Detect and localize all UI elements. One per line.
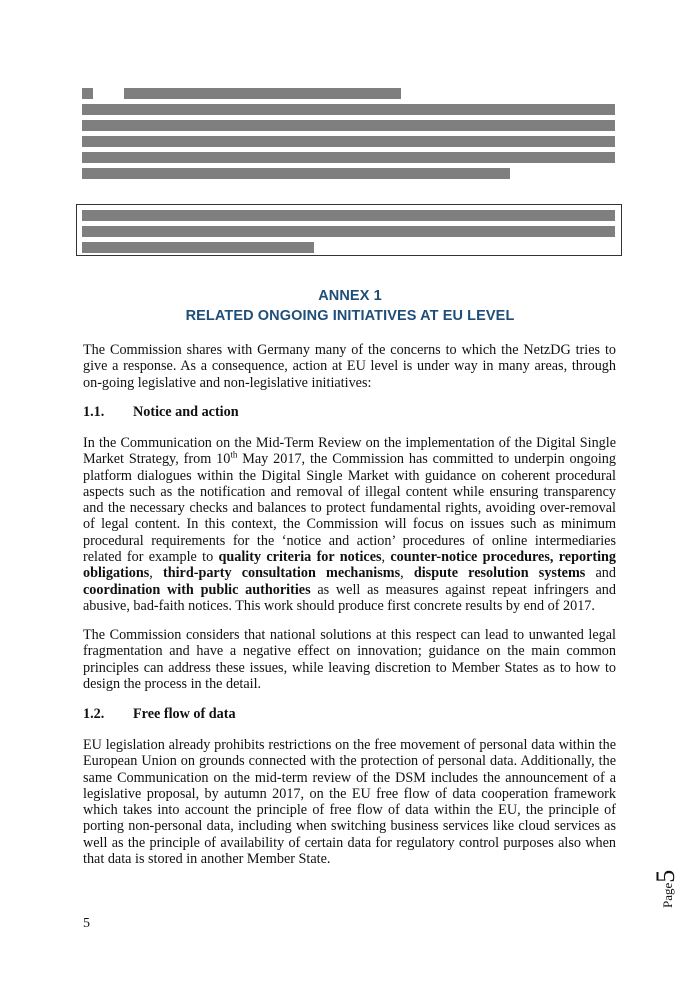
side-page-label [652, 858, 682, 908]
redaction-bar [82, 210, 615, 221]
redaction-bar [82, 242, 314, 253]
text-run: In the Communication on the Mid-Term Review on the implementation of the Digital Single Market Strategy, from 10 [83, 435, 616, 468]
annex-title: ANNEX 1 [318, 288, 382, 304]
superscript: th [230, 449, 238, 460]
page-number: 5 [83, 916, 90, 931]
bold-term: quality criteria for notices [218, 549, 382, 566]
text-run: , [400, 565, 414, 582]
redaction-bar [82, 136, 615, 147]
bold-term: third-party consultation mechanisms [162, 565, 401, 582]
text-run: , [381, 549, 391, 566]
bold-term: dispute resolution systems [413, 565, 586, 582]
redaction-bar [124, 88, 401, 99]
section-heading [83, 404, 239, 421]
text-run: as well as measures against repeat infringers and abusive, bad-faith notices. This work should produce first concrete results by end of 2017. [83, 581, 616, 614]
intro-paragraph: The Commission shares with Germany many of the concerns to which the NetzDG tries to give a response. As a consequence, action at EU level is under way in many areas, through on-going legislative and non-legislative initiatives: [83, 342, 616, 391]
section-number: 1.2. [83, 706, 105, 722]
redaction-bar [82, 104, 615, 115]
text-run: May 2017, the Commission has committed to underpin ongoing platform dialogues within the Digital Single Market with guidance on coherent procedural aspects such as the notification and removal of illegal content while ensuring transparency and the necessary checks and balances to protect fundamental rights, avoiding over-removal of legal content. In this context, the Commission will focus on issues such as minimum procedural requirements for the ‘notice and action’ procedures of online intermediaries related for example to [83, 451, 616, 566]
redaction-bar [82, 88, 93, 99]
section-number: 1.1. [83, 404, 105, 420]
section2-paragraph-1: EU legislation already prohibits restrictions on the free movement of personal data within the European Union on grounds connected with the protection of personal data. Additionally, the same Communication on the mid-term review of the DSM includes the announcement of a legislative proposal, by autumn 2017, on the EU free flow of data cooperation framework which takes into account the principle of free flow of data within the EU, the principle of porting non-personal data, including when switching business services like cloud services as well as the principle of availability of certain data for regulatory control purposes also when that data is stored in another Member State. [83, 737, 616, 868]
side-page-number: 5 [651, 869, 680, 883]
section-title: Free flow of data [133, 706, 236, 722]
redaction-bar [82, 168, 510, 179]
section1-paragraph-1 [83, 435, 616, 614]
redaction-bar [82, 120, 615, 131]
bold-term: coordination with public authorities [83, 581, 311, 598]
side-page-word: Page [660, 882, 675, 908]
section-title: Notice and action [133, 404, 239, 420]
annex-subtitle: RELATED ONGOING INITIATIVES AT EU LEVEL [185, 308, 515, 324]
redaction-bar [82, 226, 615, 237]
text-run: and [585, 565, 616, 582]
redaction-bar [82, 152, 615, 163]
section-heading [83, 706, 236, 723]
text-run: , [149, 565, 163, 582]
section1-paragraph-2: The Commission considers that national solutions at this respect can lead to unwanted legal fragmentation and have a negative effect on innovation; guidance on the main common principles can address these issues, while leaving discretion to Member States as to how to design the process in the detail. [83, 627, 616, 692]
bold-term: counter-notice procedures, reporting obligations [83, 549, 617, 582]
